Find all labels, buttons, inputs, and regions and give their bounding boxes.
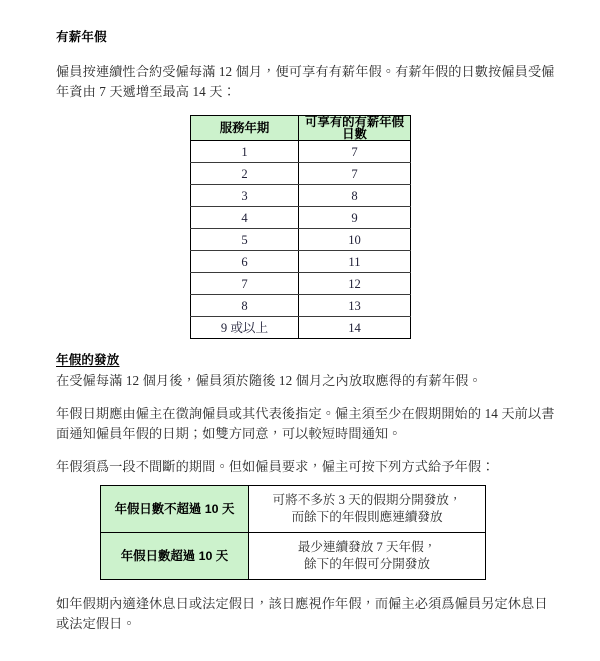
granting-paragraph-1: 在受僱每滿 12 個月後，僱員須於隨後 12 個月之內放取應得的有薪年假。 xyxy=(56,373,482,389)
cell-years: 4 xyxy=(191,207,299,229)
granting-paragraph-2: 年假日期應由僱主在徵詢僱員或其代表後指定。僱主須至少在假期開始的 14 天前以書面通知僱員年假的日期；如雙方同意，可以較短時間通知。 xyxy=(56,406,555,442)
table-row xyxy=(191,317,411,339)
table-row xyxy=(191,141,411,163)
cell-years: 1 xyxy=(191,141,299,163)
cell-years: 6 xyxy=(191,251,299,273)
cell-days: 11 xyxy=(299,251,411,273)
granting-table-container xyxy=(56,485,560,580)
cell-days: 12 xyxy=(299,273,411,295)
description-line: 而餘下的年假則應連續發放 xyxy=(291,510,443,525)
annual-leave-entitlement-table xyxy=(190,115,411,340)
table-row xyxy=(191,163,411,185)
paid-annual-leave-intro: 僱員按連續性合約受僱每滿 12 個月，便可享有有薪年假。有薪年假的日數按僱員受僱年資由 7 天遞增至最高 14 天： xyxy=(56,63,555,99)
cell-condition: 年假日數不超過 10 天 xyxy=(101,486,249,533)
annual-leave-granting-table xyxy=(100,485,486,580)
table-row xyxy=(191,229,411,251)
cell-days: 7 xyxy=(299,141,411,163)
cell-years: 2 xyxy=(191,163,299,185)
table-row xyxy=(191,251,411,273)
table-row xyxy=(101,533,486,580)
description-line: 最少連續發放 7 天年假， xyxy=(297,540,437,555)
cell-years: 8 xyxy=(191,295,299,317)
table-header-row xyxy=(191,115,411,141)
cell-years: 9 或以上 xyxy=(191,317,299,339)
cell-years: 3 xyxy=(191,185,299,207)
cell-days: 14 xyxy=(299,317,411,339)
cell-years: 7 xyxy=(191,273,299,295)
column-header-leave-days: 可享有的有薪年假日數 xyxy=(299,115,411,141)
cell-condition: 年假日數超過 10 天 xyxy=(101,533,249,580)
cell-days: 9 xyxy=(299,207,411,229)
page-title: 有薪年假 xyxy=(56,30,107,44)
description-line: 可將不多於 3 天的假期分開發放， xyxy=(272,493,462,508)
cell-days: 10 xyxy=(299,229,411,251)
table-row xyxy=(191,273,411,295)
cell-days: 7 xyxy=(299,163,411,185)
granting-closing-paragraph: 如年假期內適逢休息日或法定假日，該日應視作年假，而僱主必須爲僱員另定休息日或法定假日。 xyxy=(56,596,548,632)
table-row xyxy=(101,486,486,533)
cell-days: 13 xyxy=(299,295,411,317)
entitlement-table-container xyxy=(56,115,560,340)
table-row xyxy=(191,185,411,207)
cell-description xyxy=(249,486,486,533)
table-row xyxy=(191,295,411,317)
column-header-years-of-service: 服務年期 xyxy=(191,115,299,141)
description-line: 餘下的年假可分開發放 xyxy=(304,557,430,572)
section-heading-granting-of-annual-leave: 年假的發放 xyxy=(56,353,120,368)
granting-paragraph-3: 年假須爲一段不間斷的期間。但如僱員要求，僱主可按下列方式給予年假： xyxy=(56,459,495,475)
cell-years: 5 xyxy=(191,229,299,251)
cell-days: 8 xyxy=(299,185,411,207)
table-row xyxy=(191,207,411,229)
cell-description xyxy=(249,533,486,580)
